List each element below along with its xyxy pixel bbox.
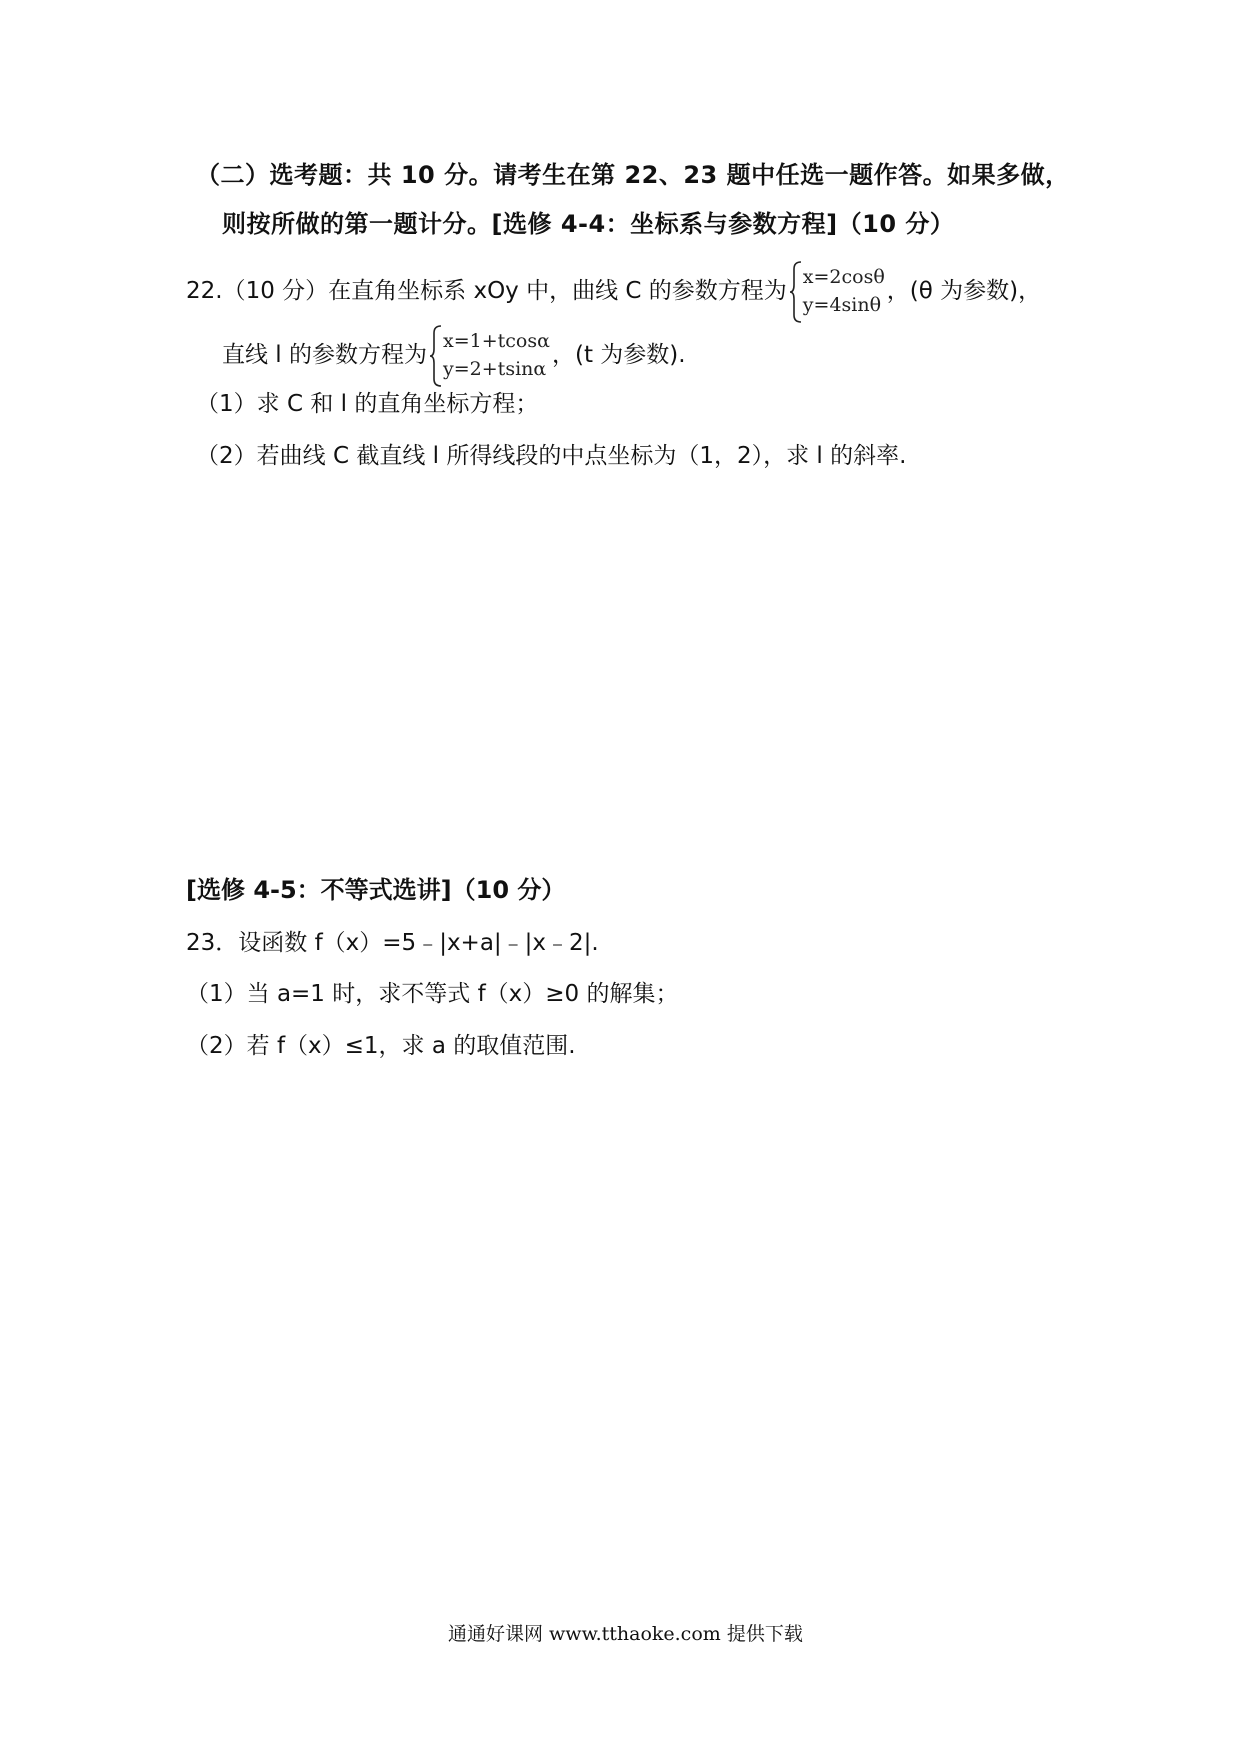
q22-stem-line2: [222, 327, 686, 383]
section-heading-line1: （二）选考题：共 10 分。请考生在第 22、23 题中任选一题作答。如果多做，: [196, 161, 1070, 189]
q22-stem-line1: [186, 263, 1041, 319]
section-heading-line2: 则按所做的第一题计分。[选修 4-4：坐标系与参数方程]（10 分）: [222, 210, 955, 238]
left-brace-icon: [789, 261, 803, 323]
q22-line-prefix: 直线 l 的参数方程为: [222, 342, 428, 368]
curve-parametric-system: [789, 263, 885, 319]
q23-part1: （1）当 a=1 时，求不等式 f（x）≥0 的解集；: [186, 981, 679, 1007]
q22-part2: （2）若曲线 C 截直线 l 所得线段的中点坐标为（1，2），求 l 的斜率.: [196, 443, 907, 469]
q22-stem-prefix: 22.（10 分）在直角坐标系 xOy 中，曲线 C 的参数方程为: [186, 278, 787, 304]
line-equation-x: x=1+tcosα: [443, 330, 550, 352]
footer-source: 通通好课网 www.tthaoke.com 提供下载: [448, 1623, 803, 1645]
line-equation-y: y=2+tsinα: [443, 358, 547, 380]
curve-equation-y: y=4sinθ: [802, 294, 882, 316]
line-parametric-system: [429, 327, 550, 383]
q23-part2: （2）若 f（x）≤1，求 a 的取值范围.: [186, 1033, 576, 1059]
q22-line-suffix: ，(t 为参数).: [551, 342, 686, 368]
section-45-heading: [选修 4-5：不等式选讲]（10 分）: [186, 876, 566, 904]
q22-part1: （1）求 C 和 l 的直角坐标方程；: [196, 391, 539, 417]
q22-stem-suffix: ，(θ 为参数)，: [886, 278, 1042, 304]
q23-stem: 23．设函数 f（x）=5﹣|x+a|﹣|x﹣2|.: [186, 930, 599, 956]
left-brace-icon: [429, 325, 443, 387]
curve-equation-x: x=2cosθ: [802, 266, 885, 288]
